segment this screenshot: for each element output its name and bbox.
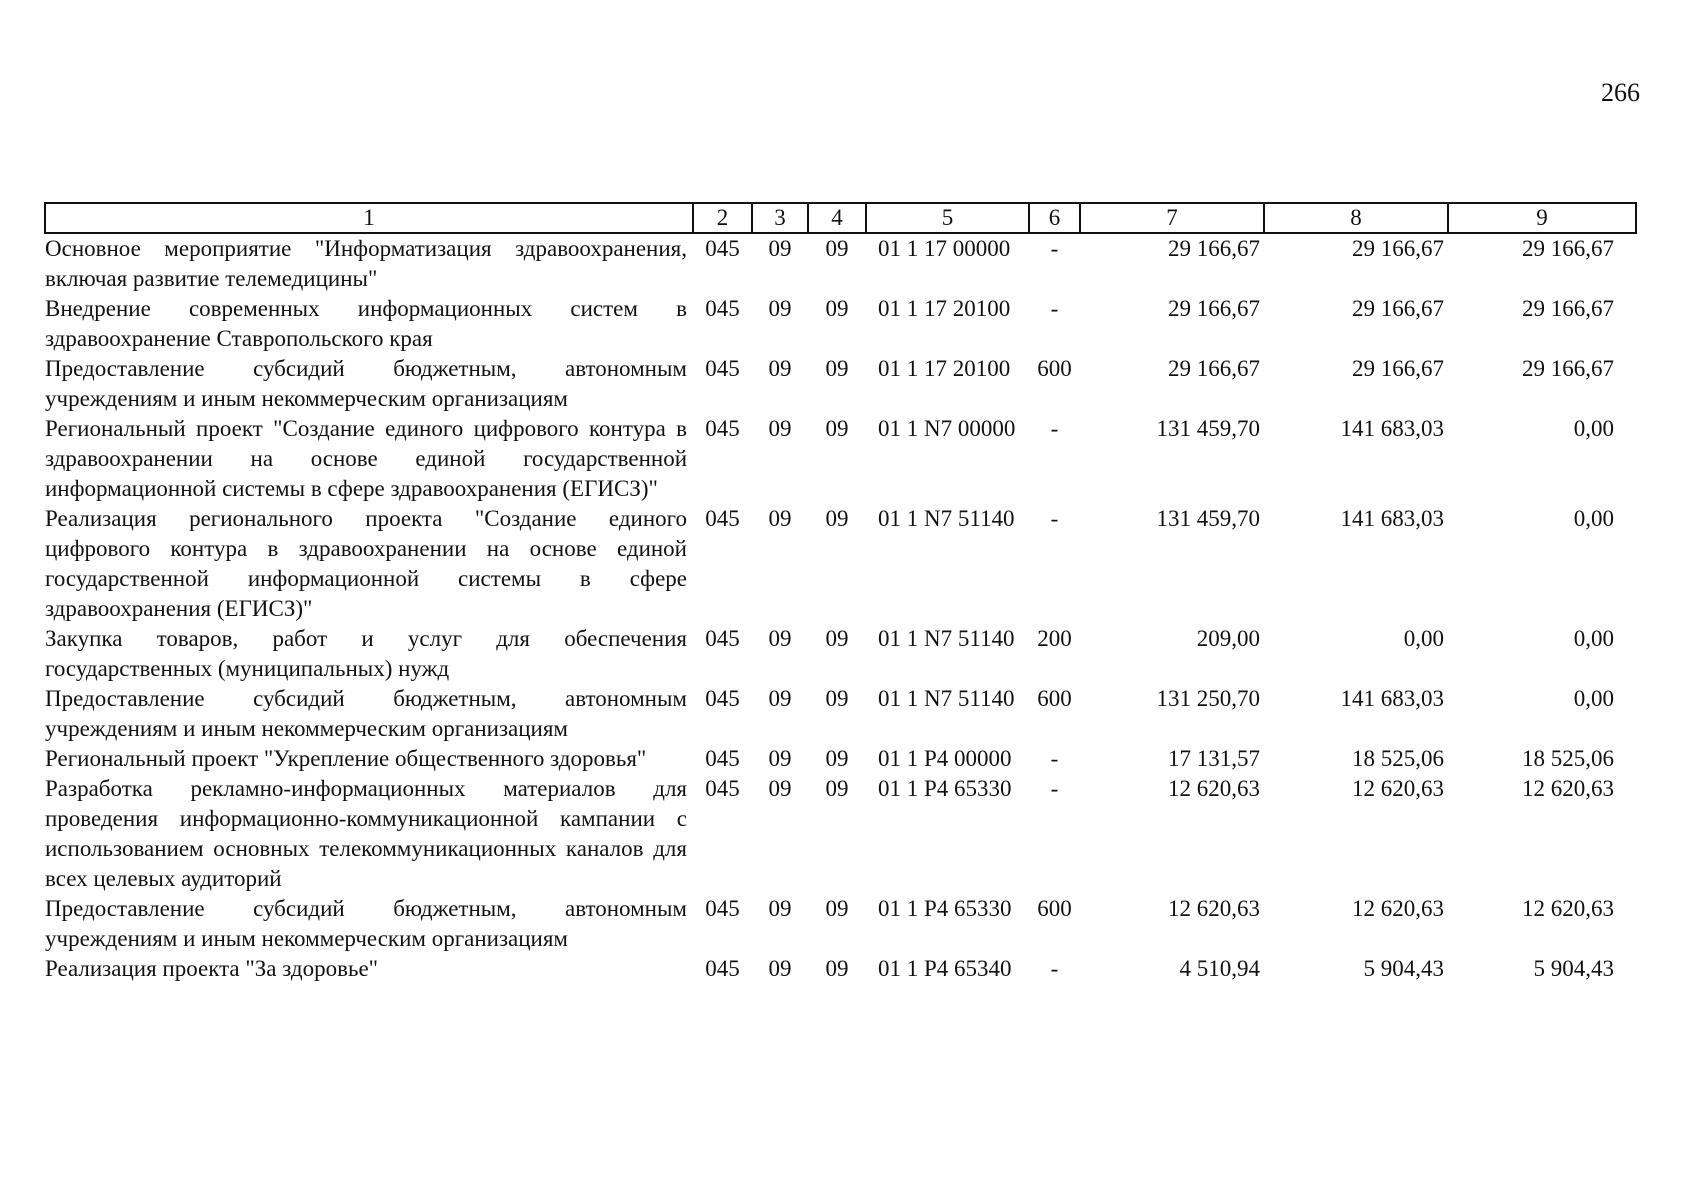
row-subsection-code: 09 xyxy=(825,776,849,801)
table-row xyxy=(45,774,1636,894)
table-row xyxy=(45,504,1636,624)
row-amount-col7: 131 459,70 xyxy=(1156,416,1260,441)
row-subsection-code: 09 xyxy=(825,626,849,651)
row-subsection-code: 09 xyxy=(825,746,849,771)
row-subsection-code: 09 xyxy=(825,416,849,441)
row-expense-type: - xyxy=(1050,296,1059,321)
row-section-code: 09 xyxy=(768,746,792,771)
row-expense-type: 200 xyxy=(1037,626,1072,651)
row-target-article: 01 1 P4 65330 xyxy=(878,776,1012,801)
row-subsection-code: 09 xyxy=(825,236,849,261)
row-amount-col8: 141 683,03 xyxy=(1340,506,1444,531)
row-name: Предоставление субсидий бюджетным, автономным учреждениям и иным некоммерческим организациям xyxy=(45,686,687,741)
row-ministry-code: 045 xyxy=(705,686,740,711)
row-target-article: 01 1 P4 00000 xyxy=(878,746,1012,771)
row-section-code: 09 xyxy=(768,686,792,711)
header-col-5: 5 xyxy=(866,203,1029,233)
row-amount-col8: 29 166,67 xyxy=(1352,296,1444,321)
header-col-2: 2 xyxy=(693,203,752,233)
row-name: Внедрение современных информационных систем в здравоохранение Ставропольского края xyxy=(45,296,687,351)
row-expense-type: 600 xyxy=(1037,896,1072,921)
table-row xyxy=(45,744,1636,774)
row-ministry-code: 045 xyxy=(705,296,740,321)
row-ministry-code: 045 xyxy=(705,416,740,441)
row-subsection-code: 09 xyxy=(825,296,849,321)
row-section-code: 09 xyxy=(768,296,792,321)
row-target-article: 01 1 17 20100 xyxy=(878,296,1011,321)
table-header xyxy=(45,203,1636,233)
header-col-7: 7 xyxy=(1080,203,1264,233)
row-section-code: 09 xyxy=(768,956,792,981)
row-section-code: 09 xyxy=(768,626,792,651)
row-expense-type: 600 xyxy=(1037,686,1072,711)
row-amount-col7: 17 131,57 xyxy=(1168,746,1260,771)
row-ministry-code: 045 xyxy=(705,776,740,801)
row-amount-col7: 131 459,70 xyxy=(1156,506,1260,531)
table-row xyxy=(45,684,1636,744)
row-amount-col7: 29 166,67 xyxy=(1168,236,1260,261)
row-ministry-code: 045 xyxy=(705,506,740,531)
row-amount-col8: 29 166,67 xyxy=(1352,356,1444,381)
row-ministry-code: 045 xyxy=(705,746,740,771)
row-amount-col9: 0,00 xyxy=(1573,416,1614,441)
row-name: Предоставление субсидий бюджетным, автономным учреждениям и иным некоммерческим организациям xyxy=(45,356,687,411)
row-target-article: 01 1 N7 51140 xyxy=(878,686,1015,711)
header-col-6: 6 xyxy=(1029,203,1080,233)
row-amount-col8: 29 166,67 xyxy=(1352,236,1444,261)
table-row xyxy=(45,894,1636,954)
row-amount-col9: 29 166,67 xyxy=(1522,296,1614,321)
table-body xyxy=(45,233,1636,984)
row-expense-type: - xyxy=(1050,776,1059,801)
table-row xyxy=(45,233,1636,294)
row-subsection-code: 09 xyxy=(825,956,849,981)
row-amount-col9: 12 620,63 xyxy=(1522,896,1614,921)
header-row xyxy=(45,203,1636,233)
row-subsection-code: 09 xyxy=(825,356,849,381)
row-expense-type: - xyxy=(1050,416,1059,441)
row-amount-col9: 0,00 xyxy=(1573,686,1614,711)
row-amount-col9: 0,00 xyxy=(1573,626,1614,651)
row-target-article: 01 1 N7 51140 xyxy=(878,506,1015,531)
row-section-code: 09 xyxy=(768,776,792,801)
header-col-3: 3 xyxy=(752,203,808,233)
row-expense-type: 600 xyxy=(1037,356,1072,381)
row-target-article: 01 1 17 20100 xyxy=(878,356,1011,381)
row-ministry-code: 045 xyxy=(705,236,740,261)
row-expense-type: - xyxy=(1050,956,1059,981)
row-name: Предоставление субсидий бюджетным, автономным учреждениям и иным некоммерческим организациям xyxy=(45,896,687,951)
header-col-1: 1 xyxy=(45,203,693,233)
row-amount-col7: 29 166,67 xyxy=(1168,296,1260,321)
row-name: Закупка товаров, работ и услуг для обеспечения государственных (муниципальных) нужд xyxy=(45,626,687,681)
row-amount-col7: 12 620,63 xyxy=(1168,776,1260,801)
table-row xyxy=(45,414,1636,504)
row-expense-type: - xyxy=(1050,746,1059,771)
row-subsection-code: 09 xyxy=(825,506,849,531)
table-row xyxy=(45,294,1636,354)
row-expense-type: - xyxy=(1050,236,1059,261)
header-col-9: 9 xyxy=(1448,203,1636,233)
row-ministry-code: 045 xyxy=(705,626,740,651)
row-subsection-code: 09 xyxy=(825,896,849,921)
budget-table xyxy=(44,202,1637,984)
row-amount-col7: 131 250,70 xyxy=(1156,686,1260,711)
row-section-code: 09 xyxy=(768,416,792,441)
row-name: Разработка рекламно-информационных материалов для проведения информационно-коммуникационной кампании с использованием основных телекоммуникационных каналов для всех целевых аудиторий xyxy=(45,776,687,891)
row-amount-col9: 0,00 xyxy=(1573,506,1614,531)
row-amount-col7: 209,00 xyxy=(1196,626,1260,651)
row-name: Региональный проект "Создание единого цифрового контура в здравоохранении на основе единой государственной информационной системы в сфере здравоохранения (ЕГИСЗ)" xyxy=(45,416,687,501)
header-col-4: 4 xyxy=(808,203,866,233)
row-name: Региональный проект "Укрепление общественного здоровья" xyxy=(45,746,647,771)
row-amount-col8: 141 683,03 xyxy=(1340,416,1444,441)
row-target-article: 01 1 17 00000 xyxy=(878,236,1011,261)
row-amount-col8: 12 620,63 xyxy=(1352,776,1444,801)
table-row xyxy=(45,624,1636,684)
row-amount-col9: 18 525,06 xyxy=(1522,746,1614,771)
row-subsection-code: 09 xyxy=(825,686,849,711)
row-target-article: 01 1 P4 65340 xyxy=(878,956,1012,981)
row-name: Реализация регионального проекта "Создание единого цифрового контура в здравоохранении на основе единой государственной информационной системы в сфере здравоохранения (ЕГИСЗ)" xyxy=(45,506,687,621)
row-target-article: 01 1 N7 51140 xyxy=(878,626,1015,651)
row-ministry-code: 045 xyxy=(705,896,740,921)
row-name: Реализация проекта "За здоровье" xyxy=(45,956,379,981)
row-section-code: 09 xyxy=(768,896,792,921)
row-amount-col8: 12 620,63 xyxy=(1352,896,1444,921)
row-amount-col9: 5 904,43 xyxy=(1533,956,1614,981)
page-number: 266 xyxy=(1601,78,1640,107)
row-target-article: 01 1 N7 00000 xyxy=(878,416,1016,441)
row-amount-col8: 5 904,43 xyxy=(1363,956,1444,981)
row-amount-col9: 29 166,67 xyxy=(1522,356,1614,381)
row-expense-type: - xyxy=(1050,506,1059,531)
row-amount-col7: 4 510,94 xyxy=(1179,956,1260,981)
table-row xyxy=(45,354,1636,414)
row-amount-col8: 141 683,03 xyxy=(1340,686,1444,711)
row-section-code: 09 xyxy=(768,356,792,381)
header-col-8: 8 xyxy=(1264,203,1448,233)
table-row xyxy=(45,954,1636,984)
row-ministry-code: 045 xyxy=(705,356,740,381)
row-amount-col9: 29 166,67 xyxy=(1522,236,1614,261)
row-target-article: 01 1 P4 65330 xyxy=(878,896,1012,921)
row-amount-col8: 0,00 xyxy=(1403,626,1444,651)
row-amount-col8: 18 525,06 xyxy=(1352,746,1444,771)
row-ministry-code: 045 xyxy=(705,956,740,981)
row-amount-col7: 29 166,67 xyxy=(1168,356,1260,381)
row-section-code: 09 xyxy=(768,506,792,531)
row-name: Основное мероприятие "Информатизация здравоохранения, включая развитие телемедицины" xyxy=(45,236,687,291)
row-section-code: 09 xyxy=(768,236,792,261)
row-amount-col7: 12 620,63 xyxy=(1168,896,1260,921)
row-amount-col9: 12 620,63 xyxy=(1522,776,1614,801)
